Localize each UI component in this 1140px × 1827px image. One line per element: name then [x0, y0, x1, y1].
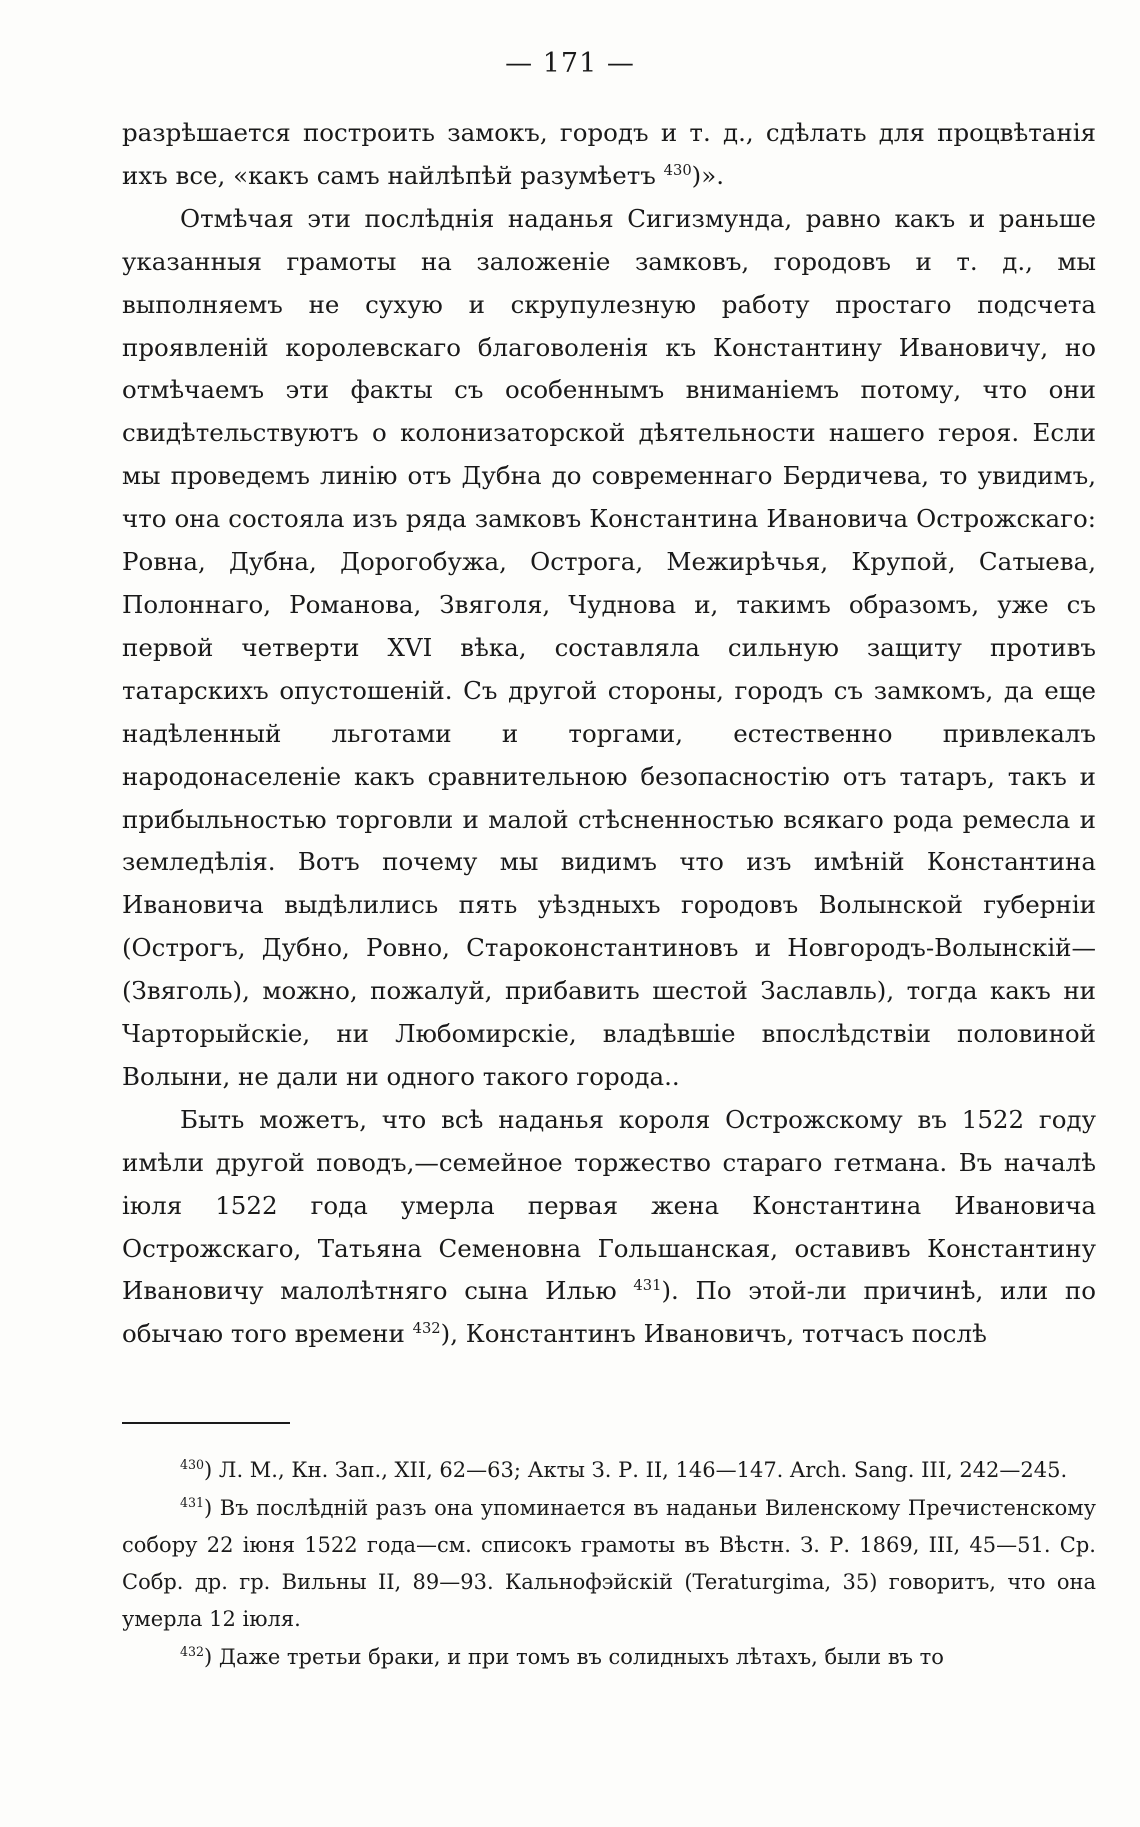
paragraph-3: [122, 1099, 1096, 1356]
paragraph-2: Отмѣчая эти послѣднія наданья Сигизмунда, равно какъ и раньше указанныя грамоты на заложеніе замковъ, городовъ и т. д., мы выполняемъ не сухую и скрупулезную работу простаго подсчета проявленій королевскаго благоволенія къ Константину Ивановичу, но отмѣчаемъ эти факты съ особеннымъ вниманіемъ потому, что они свидѣтельствуютъ о колонизаторской дѣятельности нашего героя. Если мы проведемъ линію отъ Дубна до современнаго Бердичева, то увидимъ, что она состояла изъ ряда замковъ Константина Ивановича Острожскаго: Ровна, Дубна, Дорогобужа, Острога, Межирѣчья, Крупой, Сатыева, Полоннаго, Романова, Звяголя, Чуднова и, такимъ образомъ, уже съ первой четверти XVI вѣка, составляла сильную защиту противъ татарскихъ опустошеній. Съ другой стороны, городъ съ замкомъ, да еще надѣленный льготами и торгами, естественно привлекалъ народонаселеніе какъ сравнительною безопасностію отъ татаръ, такъ и прибыльностью торговли и малой стѣсненностью всякаго рода ремесла и земледѣлія. Вотъ почему мы видимъ что изъ имѣній Константина Ивановича выдѣлились пять уѣздныхъ городовъ Волынской губерніи (Острогъ, Дубно, Ровно, Староконстантиновъ и Новгородъ-Волынскій—(Звяголь), можно, пожалуй, прибавить шестой Заславль), тогда какъ ни Чарторыйскіе, ни Любомирскіе, владѣвшіе впослѣдствіи половиной Волыни, не дали ни одного такого города..: [122, 203, 1096, 1091]
footnote-ref-432: 432: [412, 1320, 441, 1338]
footnote-mark: 430: [180, 1457, 205, 1472]
footnote-ref-430: 430: [663, 161, 692, 179]
footnote-ref-431: 431: [633, 1277, 662, 1295]
paragraph-3-text-c: ), Константинъ Ивановичъ, тотчасъ послѣ: [440, 1319, 987, 1349]
footnote-430: [122, 1452, 1096, 1489]
footnote-mark: 432: [180, 1644, 205, 1659]
paragraph-1-tail: )».: [691, 160, 725, 190]
footnote-text: ) Л. М., Кн. Зап., XII, 62—63; Акты З. Р. II, 146—147. Arch. Sang. III, 242—245.: [204, 1458, 1068, 1482]
footnote-divider: [122, 1422, 290, 1424]
footnote-431: [122, 1490, 1096, 1638]
footnote-mark: 431: [180, 1495, 205, 1510]
paragraph-3-text-a: Быть можетъ, что всѣ наданья короля Острожскому въ 1522 году имѣли другой поводъ,—семейное торжество стараго гетмана. Въ началѣ іюля 1522 года умерла первая жена Константина Ивановича Острожскаго, Татьяна Семеновна Гольшанская, оставивъ Константину Ивановичу малолѣтняго сына Илью: [122, 1104, 1096, 1306]
paragraph-1-text: разрѣшается построить замокъ, городъ и т. д., сдѣлать для процвѣтанія ихъ все, «какъ самъ найлѣпѣй разумѣетъ: [122, 118, 1096, 190]
footnote-text: ) Даже третьи браки, и при томъ въ солидныхъ лѣтахъ, были въ то: [204, 1645, 944, 1669]
paragraph-3-text-b: ). По этой-ли причинѣ, или по обычаю того времени: [122, 1276, 1096, 1349]
body-text: [122, 112, 1096, 1356]
page-number: — 171 —: [505, 48, 635, 79]
footnote-432: [122, 1639, 1096, 1676]
footnote-text: ) Въ послѣдній разъ она упоминается въ наданьи Виленскому Пречистенскому собору 22 іюня 1522 года—см. списокъ грамоты въ Вѣстн. З. Р. 1869, III, 45—51. Ср. Собр. др. гр. Вильны II, 89—93. Кальнофэйскій (Teraturgima, 35) говоритъ, что она умерла 12 іюля.: [122, 1496, 1096, 1631]
footnotes: [122, 1452, 1096, 1677]
paragraph-1: [122, 112, 1096, 198]
